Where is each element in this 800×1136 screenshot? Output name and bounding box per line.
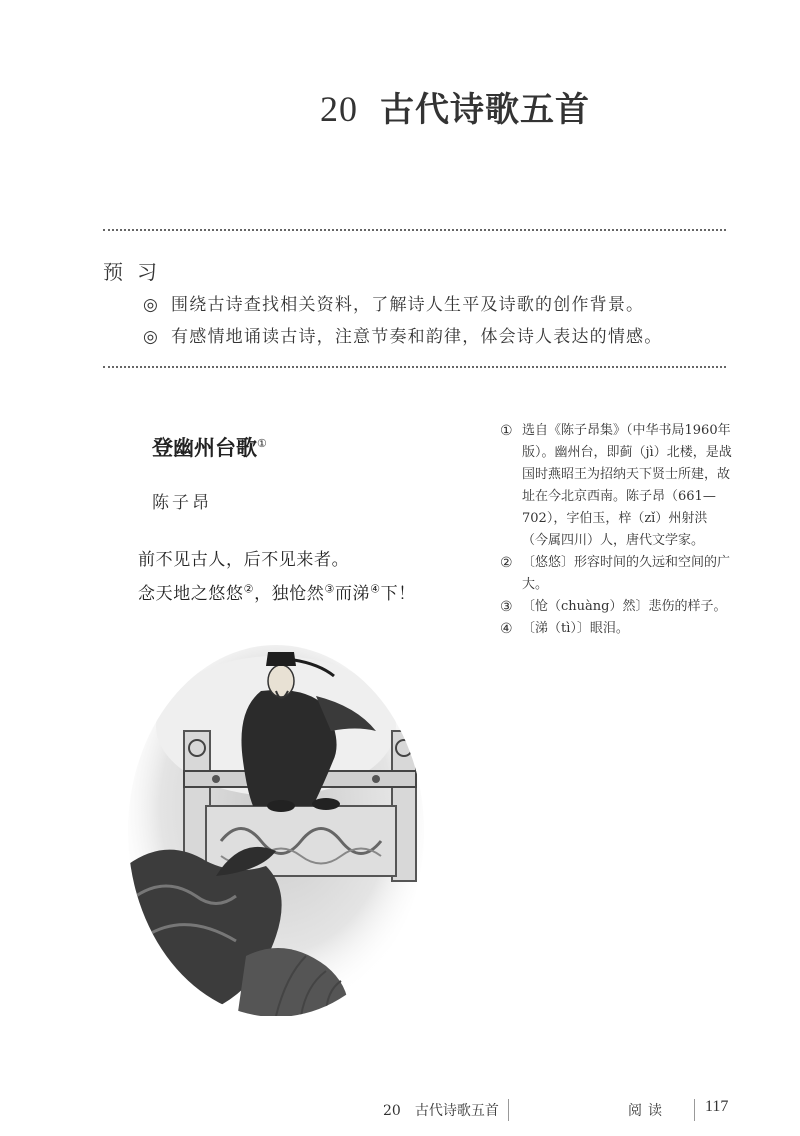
top-dotted-divider (103, 229, 726, 231)
preview-item (143, 322, 662, 347)
lesson-number: 20 (320, 89, 358, 129)
poem-line-2 (138, 579, 416, 604)
footer-section-name: 阅读 (628, 1103, 668, 1119)
footnote-4 (500, 618, 732, 640)
poet-illustration (126, 636, 426, 1016)
note-ref: ④ (370, 582, 381, 596)
footnote-1 (500, 420, 732, 552)
bullet-icon: ◎ (143, 295, 160, 315)
footer-lesson-title: 20 古代诗歌五首 (383, 1103, 499, 1119)
note-ref: ② (243, 582, 255, 596)
footnote-mark: ② (500, 555, 513, 571)
preview-item-text: 围绕古诗查找相关资料，了解诗人生平及诗歌的创作背景。 (171, 295, 645, 315)
footnote-text: 选自《陈子昂集》（中华书局1960年版）。幽州台，即蓟（jì）北楼，是战国时燕昭王为招纳天下贤士所建，故址在今北京西南。陈子昂（661—702），字伯玉，梓（zǐ）州射洪（今属四川）人，唐代文学家。 (522, 423, 732, 548)
poem-line-2-part: 念天地之悠悠 (138, 584, 244, 604)
footer-divider (694, 1099, 695, 1121)
preview-item-text: 有感情地诵读古诗，注意节奏和韵律，体会诗人表达的情感。 (171, 327, 663, 347)
poem-line-2-part: 下！ (380, 584, 416, 604)
poem-line-2-part: 而涕 (334, 584, 371, 604)
poem-title-text: 登幽州台歌 (152, 435, 257, 460)
lesson-title (320, 82, 590, 131)
footnote-text: 〔悠悠〕形容时间的久远和空间的广大。 (522, 555, 731, 592)
footnote-mark: ① (500, 423, 513, 439)
footer-divider (508, 1099, 509, 1121)
poem-author: 陈子昂 (152, 493, 212, 513)
preview-heading: 预习 (103, 260, 171, 284)
bullet-icon: ◎ (143, 327, 160, 347)
note-ref: ③ (324, 582, 335, 596)
footnote-mark: ④ (500, 621, 513, 637)
footnote-text: 〔怆（chuàng）然〕悲伤的样子。 (522, 599, 727, 614)
lesson-name: 古代诗歌五首 (380, 90, 590, 130)
poem-line-2-part: ，独怆然 (254, 584, 325, 604)
preview-item (143, 290, 644, 315)
poem-title-note-ref: ① (257, 437, 267, 450)
footnotes (500, 420, 732, 640)
poem-line-1: 前不见古人，后不见来者。 (138, 550, 350, 570)
footnote-mark: ③ (500, 599, 513, 615)
bottom-dotted-divider (103, 366, 726, 368)
page-number: 117 (705, 1098, 729, 1115)
footnote-3 (500, 596, 732, 618)
footnote-2 (500, 552, 732, 596)
footnote-text: 〔涕（tì）〕眼泪。 (522, 621, 629, 636)
poem-title (152, 432, 267, 462)
